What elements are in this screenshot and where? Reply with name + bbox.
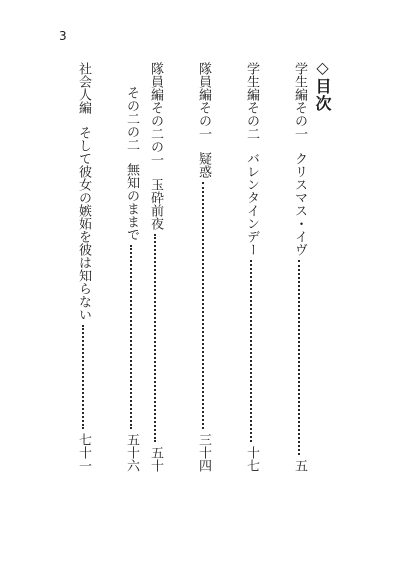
toc-entry-part: 社会人編 <box>76 62 91 114</box>
toc-entry-part: 学生編その一 <box>292 62 307 140</box>
dot-leader <box>130 245 132 429</box>
toc-entry-title: クリスマス・イヴ <box>292 152 307 256</box>
dot-leader <box>298 260 300 455</box>
toc-entry-title: 無知のままで <box>124 163 139 241</box>
dot-leader <box>250 260 252 442</box>
toc-entry <box>290 62 308 472</box>
toc-entry <box>146 62 164 472</box>
toc-entry-page: 三十四 <box>196 433 211 472</box>
toc-entry-page: 五十 <box>148 446 163 472</box>
toc-entry-title: 疑惑 <box>196 152 211 178</box>
toc-entry-part: 隊員編その一 <box>196 62 211 140</box>
toc-entry <box>74 62 92 472</box>
toc-title: ◇目次 <box>313 58 332 112</box>
toc-entry-page: 五十六 <box>124 433 139 472</box>
toc-entry-part: 隊員編その二の一 <box>148 62 163 166</box>
dot-leader <box>202 182 204 429</box>
toc-entry-page: 十七 <box>244 446 259 472</box>
toc-entry <box>242 62 260 472</box>
dot-leader <box>82 325 84 429</box>
toc-entry-page: 七十一 <box>76 433 91 472</box>
toc-entry-title: バレンタインデー <box>244 152 259 256</box>
toc-entry-part: 学生編その二 <box>244 62 259 140</box>
toc-entry <box>194 62 212 472</box>
toc-entry-part: その二の二 <box>124 86 139 151</box>
page-number: 3 <box>59 29 67 43</box>
dot-leader <box>154 234 156 442</box>
toc-entry-title: そして彼女の嫉妬を彼は知らない <box>76 126 91 321</box>
toc-entry <box>122 86 140 472</box>
toc-entry-page: 五 <box>292 459 307 472</box>
toc-entry-title: 玉砕前夜 <box>148 178 163 230</box>
